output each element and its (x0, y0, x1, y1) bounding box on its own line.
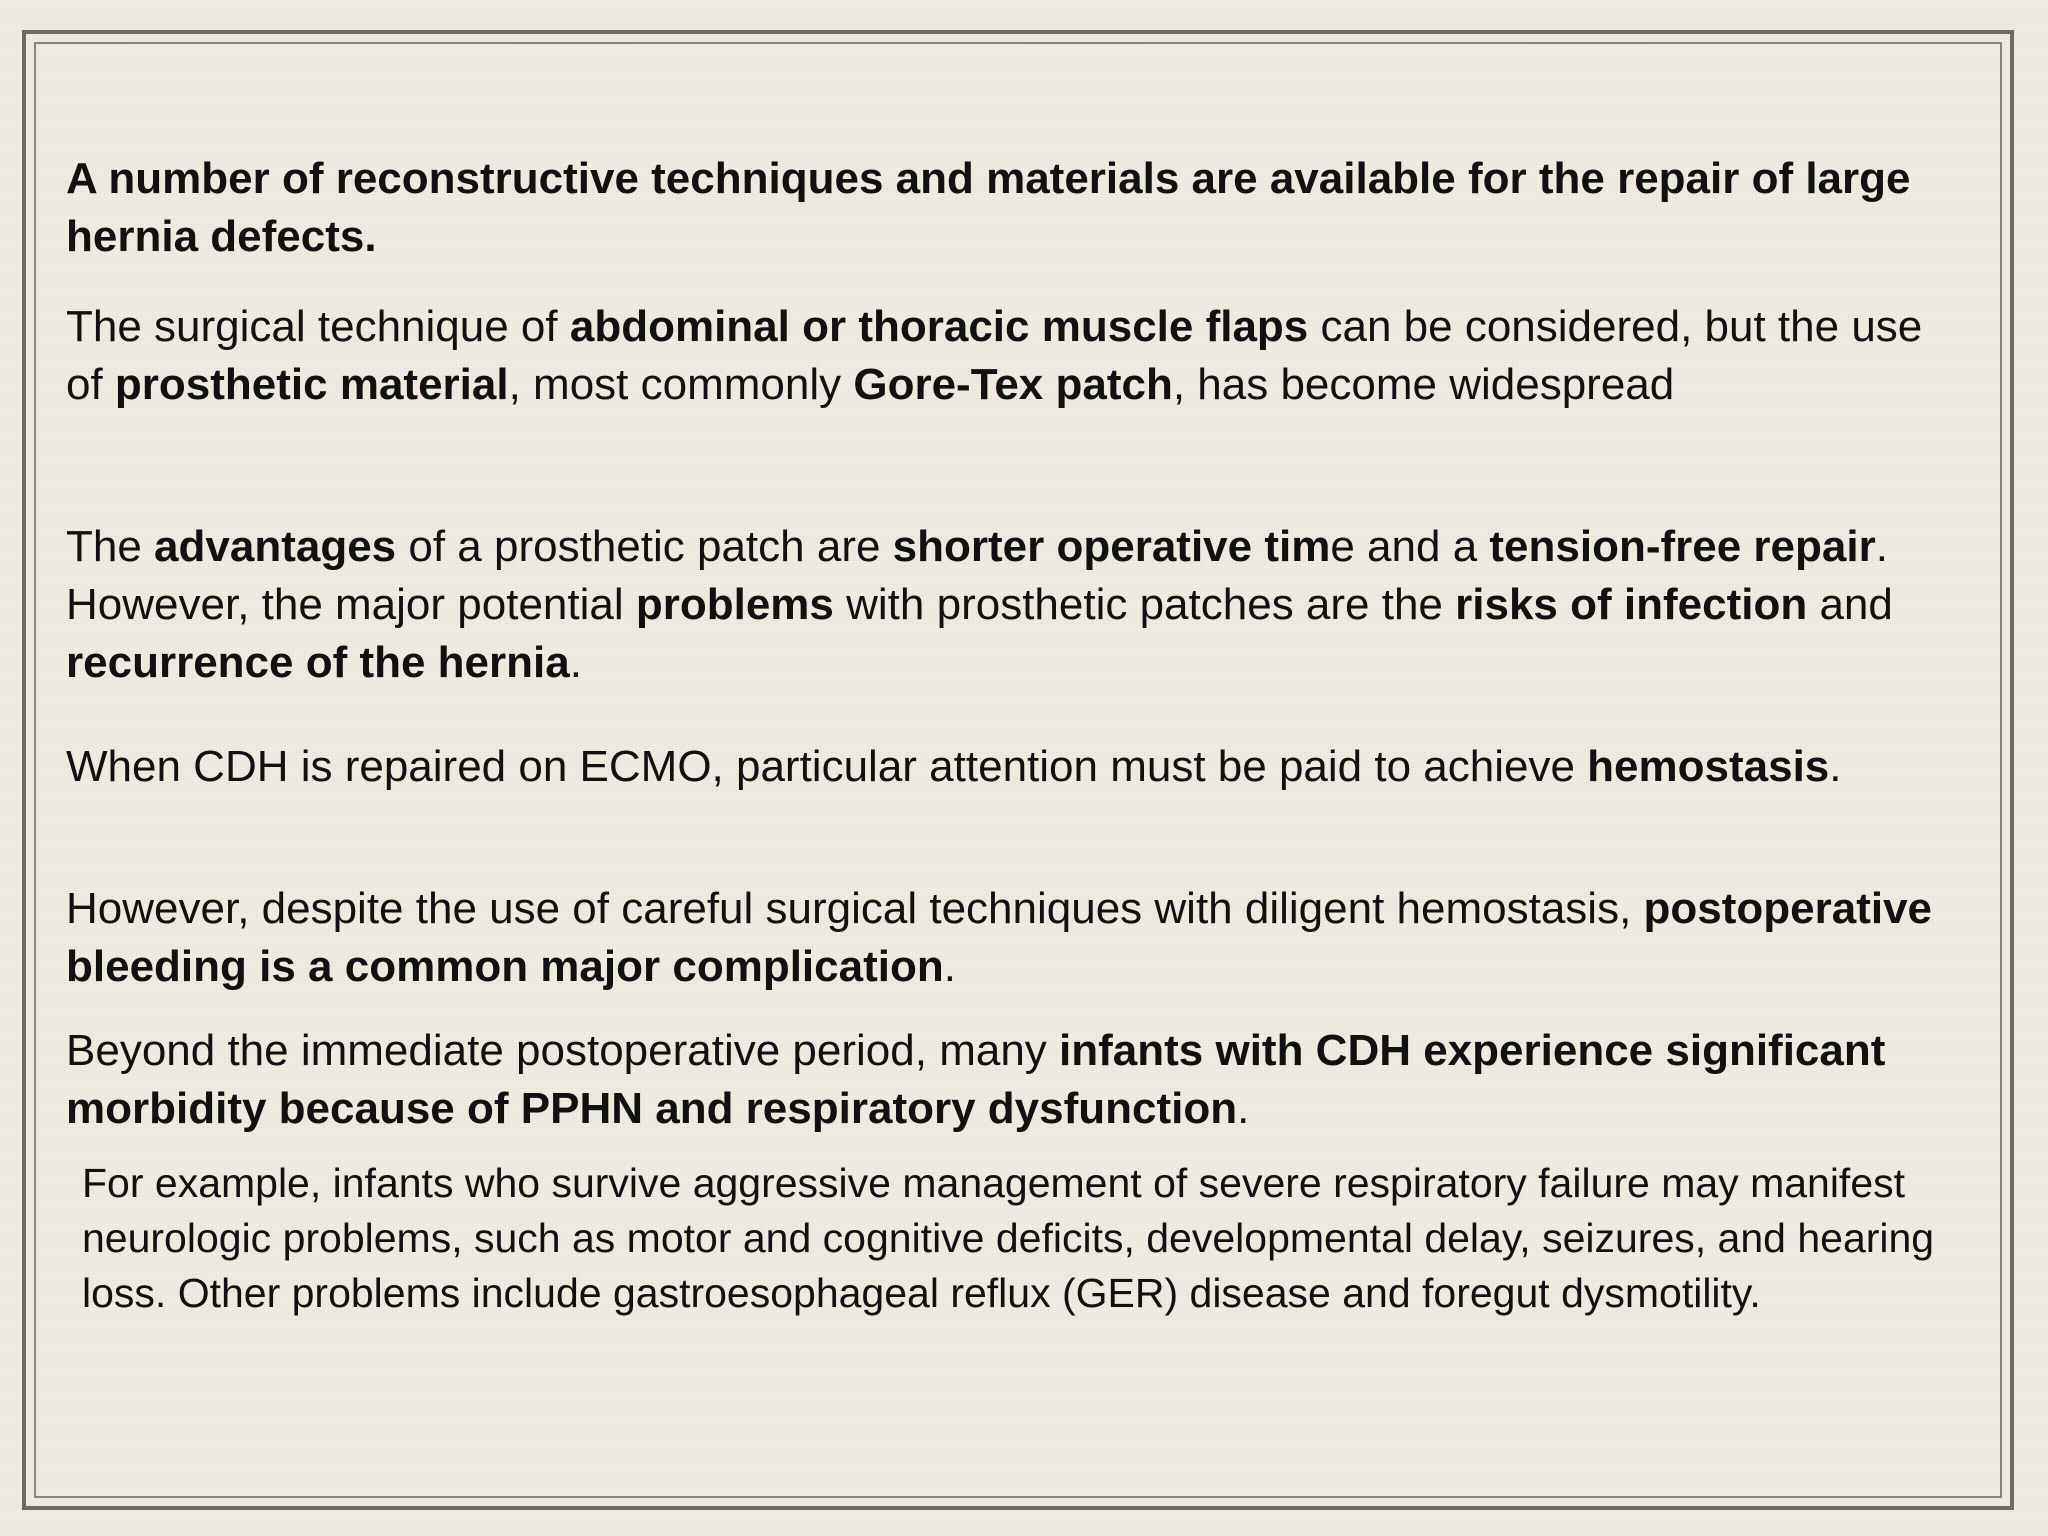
text: , most commonly (508, 360, 854, 409)
paragraph-surgical-technique (66, 298, 1966, 414)
bold-text: tension-free repair (1489, 522, 1876, 571)
paragraph-ecmo-hemostasis (66, 738, 1842, 796)
bold-text: postoperative bleeding is a common major complication (66, 884, 1933, 991)
bold-text: prosthetic material (114, 360, 509, 409)
text: e and a (1330, 522, 1490, 571)
paragraph-postoperative-bleeding (66, 880, 1966, 996)
bold-text: hemostasis (1587, 742, 1830, 791)
text: . (1829, 742, 1842, 791)
bold-text: shorter operative tim (892, 522, 1331, 571)
text: However, despite the use of careful surgical techniques with diligent hemostasis, (66, 884, 1644, 933)
bold-text: infants with CDH experience significant morbidity because of PPHN and respiratory dysfunction (66, 1026, 1886, 1133)
text: . However, the major potential (66, 522, 1888, 629)
text: can be considered, but the use of (66, 302, 1923, 409)
text: and (1807, 580, 1893, 629)
bold-text: risks of infection (1455, 580, 1808, 629)
text: The surgical technique of (66, 302, 570, 351)
bold-text: problems (635, 580, 834, 629)
text: of a prosthetic patch are (396, 522, 893, 571)
text: . (1237, 1084, 1250, 1133)
text: . (569, 638, 582, 687)
text: with prosthetic patches are the (833, 580, 1456, 629)
text: The (66, 522, 155, 571)
text: When CDH is repaired on ECMO, particular attention must be paid to achieve (66, 742, 1588, 791)
bold-text: Gore-Tex patch (853, 360, 1173, 409)
bold-text: advantages (154, 522, 397, 571)
paragraph-example-problems (82, 1156, 1966, 1321)
text: For example, infants who survive aggressive management of severe respiratory failure may manifest neurologic problems, such as motor and cognitive deficits, developmental delay, seizures, and hearing loss. Other problems include gastroesophageal reflux (GER) disease and foregut dysmotility. (82, 1160, 1935, 1316)
paragraph-reconstructive-techniques (66, 150, 1966, 266)
text: , has become widespread (1172, 360, 1675, 409)
paragraph-advantages (66, 518, 1966, 692)
text: . (943, 942, 956, 991)
paragraph-morbidity (66, 1022, 1966, 1138)
bold-text: abdominal or thoracic muscle flaps (569, 302, 1309, 351)
text: Beyond the immediate postoperative period, many (66, 1026, 1060, 1075)
bold-text: recurrence of the hernia (66, 638, 570, 687)
bold-text: A number of reconstructive techniques and materials are available for the repair of large hernia defects. (66, 154, 1911, 261)
